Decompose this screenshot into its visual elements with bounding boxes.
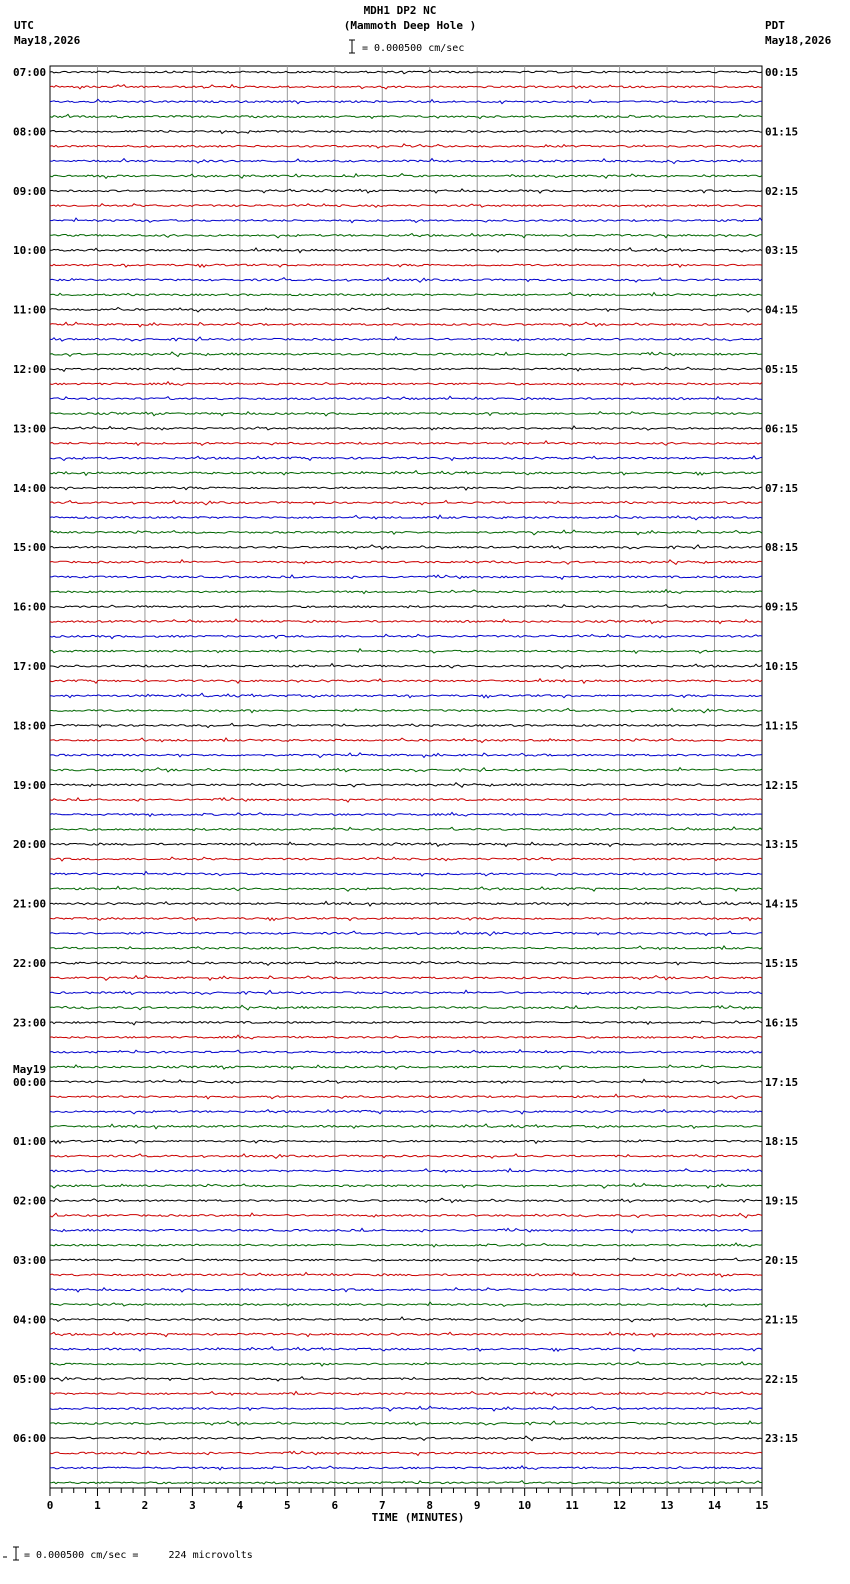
seismic-trace — [50, 174, 762, 179]
seismic-trace — [50, 1140, 762, 1144]
seismic-trace — [50, 1243, 762, 1247]
utc-hour-label: 08:00 — [13, 125, 47, 139]
seismic-trace — [50, 1421, 762, 1425]
seismic-trace — [50, 901, 762, 906]
utc-hour-label: 17:00 — [13, 660, 47, 673]
seismic-trace — [50, 842, 762, 846]
utc-hour-label: 03:00 — [13, 1254, 47, 1267]
seismic-trace — [50, 308, 762, 313]
pdt-hour-label: 06:15 — [765, 422, 799, 436]
seismic-trace — [50, 234, 762, 238]
utc-hour-label: 19:00 — [13, 778, 47, 792]
utc-hour-label: 06:00 — [13, 1432, 47, 1446]
pdt-hour-label: 22:15 — [765, 1372, 799, 1386]
pdt-hour-label: 09:15 — [765, 600, 799, 614]
station-location: (Mammoth Deep Hole ) — [343, 19, 477, 32]
seismic-trace — [50, 264, 762, 267]
utc-hour-label: 16:00 — [13, 600, 47, 614]
seismic-trace — [50, 1317, 762, 1322]
pdt-hour-label: 16:15 — [765, 1016, 799, 1030]
x-tick-label: 14 — [707, 1499, 722, 1512]
x-tick-label: 9 — [473, 1499, 481, 1512]
utc-hour-label: 04:00 — [13, 1313, 47, 1327]
utc-hour-label: 20:00 — [13, 838, 47, 852]
seismic-trace — [50, 278, 762, 283]
utc-label: UTC — [14, 19, 34, 32]
seismic-trace — [50, 1436, 762, 1441]
seismic-trace — [50, 412, 762, 416]
x-tick-label: 6 — [331, 1499, 339, 1512]
pdt-hour-label: 18:15 — [765, 1135, 799, 1149]
seismic-trace — [50, 1272, 762, 1277]
seismic-trace — [50, 1035, 762, 1039]
seismic-trace — [50, 946, 762, 950]
x-tick-label: 15 — [755, 1499, 769, 1512]
seismic-trace — [50, 1079, 762, 1083]
utc-hour-label: 01:00 — [13, 1135, 47, 1149]
utc-hour-label: 10:00 — [13, 244, 47, 258]
utc-hour-label: 22:00 — [13, 957, 47, 970]
seismic-trace — [50, 575, 762, 579]
utc-date: May18,2026 — [14, 34, 81, 47]
x-tick-label: 13 — [660, 1499, 674, 1512]
pdt-hour-label: 05:15 — [765, 363, 799, 376]
x-tick-label: 3 — [189, 1499, 196, 1512]
seismic-trace — [50, 827, 762, 831]
seismic-trace — [50, 248, 762, 253]
pdt-hour-label: 15:15 — [765, 957, 799, 970]
utc-hour-label: 23:00 — [13, 1016, 47, 1030]
seismic-trace — [50, 990, 762, 994]
seismic-trace — [50, 189, 762, 193]
seismic-trace — [50, 753, 762, 758]
x-tick-label: 10 — [518, 1499, 532, 1512]
seismic-trace — [50, 1362, 762, 1366]
seismic-trace — [50, 1258, 762, 1261]
seismic-trace — [50, 396, 762, 399]
seismic-trace — [50, 1466, 762, 1470]
seismic-trace — [50, 293, 762, 297]
utc-hour-label: 09:00 — [13, 184, 47, 198]
seismic-trace — [50, 1347, 762, 1352]
seismic-trace — [50, 872, 762, 877]
seismic-trace — [50, 693, 762, 698]
pdt-hour-label: 21:15 — [765, 1313, 799, 1327]
seismic-trace — [50, 99, 762, 103]
pdt-hour-label: 17:15 — [765, 1075, 799, 1089]
station-title: MDH1 DP2 NC — [363, 4, 437, 17]
utc-hour-label: 00:00 — [13, 1075, 47, 1089]
seismic-trace — [50, 130, 762, 133]
utc-hour-label: 12:00 — [13, 363, 47, 376]
footer-scale-bar-icon — [3, 1547, 19, 1560]
seismic-trace — [50, 783, 762, 788]
x-tick-label: 4 — [236, 1499, 244, 1512]
seismic-trace — [50, 1451, 762, 1455]
x-tick-label: 1 — [94, 1499, 101, 1512]
seismic-trace — [50, 1288, 762, 1292]
seismic-trace — [50, 1154, 762, 1158]
utc-hour-label: 15:00 — [13, 541, 47, 555]
seismic-trace — [50, 961, 762, 965]
seismic-trace — [50, 590, 762, 594]
seismic-trace — [50, 1198, 762, 1202]
seismic-trace — [50, 1377, 762, 1381]
utc-hour-label: 21:00 — [13, 897, 47, 911]
seismic-trace — [50, 1124, 762, 1129]
pdt-hour-label: 14:15 — [765, 897, 799, 911]
pdt-label: PDT — [765, 19, 785, 32]
x-tick-label: 0 — [46, 1499, 54, 1512]
seismic-trace — [50, 1302, 762, 1307]
seismic-trace — [50, 619, 762, 624]
seismic-trace — [50, 471, 762, 476]
seismic-trace — [50, 322, 762, 327]
seismic-trace — [50, 1021, 762, 1025]
pdt-hour-label: 07:15 — [765, 481, 799, 495]
seismic-trace — [50, 976, 762, 981]
seismic-trace — [50, 456, 762, 461]
seismic-trace — [50, 931, 762, 936]
seismic-trace — [50, 1332, 762, 1337]
seismic-trace — [50, 144, 762, 148]
seismic-trace — [50, 918, 762, 921]
seismic-trace — [50, 1005, 762, 1010]
pdt-hour-label: 19:15 — [765, 1194, 799, 1208]
utc-hour-label: 13:00 — [13, 422, 47, 436]
utc-hour-label: 14:00 — [13, 481, 47, 495]
seismic-trace — [50, 857, 762, 861]
seismic-trace — [50, 605, 762, 608]
utc-hour-label: 11:00 — [13, 303, 47, 317]
seismic-trace — [50, 723, 762, 727]
seismic-trace — [50, 159, 762, 164]
pdt-hour-label: 23:15 — [765, 1432, 799, 1446]
seismic-trace — [50, 426, 762, 430]
seismic-trace — [50, 1406, 762, 1411]
seismic-trace — [50, 486, 762, 490]
seismic-trace — [50, 664, 762, 669]
seismic-trace — [50, 812, 762, 816]
seismic-trace — [50, 798, 762, 802]
seismic-trace — [50, 768, 762, 772]
x-axis-label: TIME (MINUTES) — [371, 1511, 465, 1524]
pdt-hour-label: 08:15 — [765, 541, 799, 555]
seismic-trace — [50, 545, 762, 549]
pdt-hour-label: 20:15 — [765, 1254, 799, 1267]
date-change-label: May19 — [13, 1062, 47, 1076]
seismic-trace — [50, 649, 762, 654]
pdt-hour-label: 12:15 — [765, 778, 799, 792]
seismic-trace — [50, 634, 762, 638]
x-tick-label: 7 — [378, 1499, 386, 1512]
x-tick-label: 8 — [426, 1499, 434, 1512]
pdt-hour-label: 00:15 — [765, 66, 799, 79]
x-tick-label: 2 — [141, 1499, 149, 1512]
pdt-hour-label: 03:15 — [765, 244, 799, 258]
scale-label: = 0.000500 cm/sec — [362, 43, 465, 54]
seismic-trace — [50, 1213, 762, 1218]
utc-hour-label: 05:00 — [13, 1372, 47, 1386]
x-tick-label: 5 — [284, 1499, 291, 1512]
seismic-trace — [50, 70, 762, 74]
seismic-trace — [50, 1169, 762, 1173]
seismic-trace — [50, 679, 762, 684]
utc-hour-label: 02:00 — [13, 1194, 47, 1208]
seismic-trace — [50, 530, 762, 535]
seismic-trace — [50, 708, 762, 712]
seismic-trace — [50, 85, 762, 89]
seismic-trace — [50, 738, 762, 743]
seismic-trace — [50, 1481, 762, 1484]
scale-bar-icon — [349, 40, 355, 53]
seismic-trace — [50, 1050, 762, 1053]
seismic-trace — [50, 886, 762, 891]
x-tick-label: 11 — [565, 1499, 579, 1512]
pdt-hour-label: 10:15 — [765, 660, 799, 673]
seismic-trace — [50, 367, 762, 371]
seismic-trace — [50, 1094, 762, 1099]
seismic-trace — [50, 382, 762, 386]
pdt-date: May18,2026 — [765, 34, 832, 47]
seismic-trace — [50, 352, 762, 357]
seismic-trace — [50, 337, 762, 341]
pdt-hour-label: 02:15 — [765, 184, 799, 198]
seismic-trace — [50, 560, 762, 565]
seismic-trace — [50, 1228, 762, 1232]
seismic-trace — [50, 1184, 762, 1189]
seismic-trace — [50, 441, 762, 446]
pdt-hour-label: 11:15 — [765, 719, 799, 733]
footer-scale-note: = 0.000500 cm/sec = 224 microvolts — [24, 1550, 253, 1561]
seismic-trace — [50, 218, 762, 223]
x-tick-label: 12 — [612, 1499, 627, 1512]
pdt-hour-label: 13:15 — [765, 838, 799, 852]
pdt-hour-label: 01:15 — [765, 125, 799, 139]
seismic-trace — [50, 1065, 762, 1069]
seismic-trace — [50, 204, 762, 208]
utc-hour-label: 07:00 — [13, 66, 47, 79]
seismic-trace — [50, 114, 762, 118]
pdt-hour-label: 04:15 — [765, 303, 799, 317]
seismic-trace — [50, 1110, 762, 1114]
utc-hour-label: 18:00 — [13, 719, 47, 733]
seismic-trace — [50, 515, 762, 520]
seismic-trace — [50, 501, 762, 505]
seismic-trace — [50, 1391, 762, 1396]
